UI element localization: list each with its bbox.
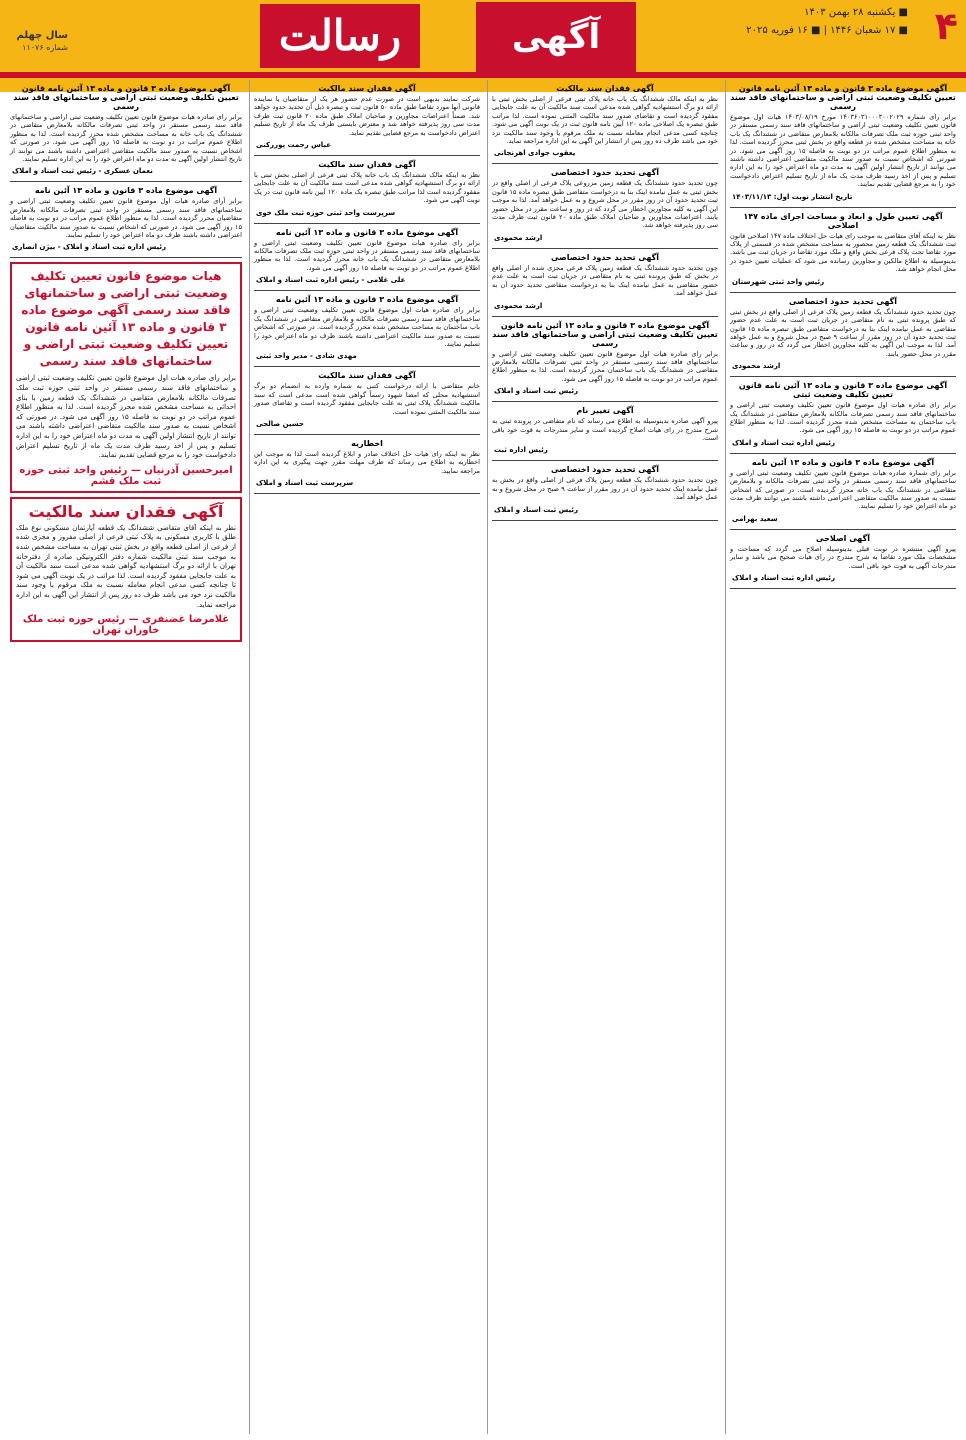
ad-title: آگهی موضوع ماده ۳ قانون و ماده ۱۳ آئین نامه [275, 227, 459, 237]
featured-ad-2-sign: غلامرضا غضنفری — رئیس حوزه ثبت ملک خاوران تهران [22, 614, 230, 637]
date-box [658, 4, 908, 40]
ad-title: آگهی فقدان سند مالکیت [318, 160, 416, 170]
ad-title: آگهی موضوع ماده ۳ قانون و ماده ۱۳ آئین نامه [275, 295, 459, 305]
ad-divider [730, 588, 956, 589]
ad-divider [730, 292, 956, 293]
ad-divider [730, 453, 956, 454]
ad-title: آگهی موضوع ماده ۳ قانون و ماده ۱۳ آئین نامه قانون تعیین تکلیف وضعیت ثبتی اراضی و ساختمانهای فاقد سند رسمی [13, 84, 239, 111]
issue-label: شماره ۱۱۰۷۶ [22, 43, 68, 52]
ad-divider [492, 316, 718, 317]
ad-body: برابر رای شماره صادره هیات موضوع قانون تعیین تکلیف وضعیت ثبتی اراضی و ساختمانهای فاقد سند رسمی مستقر در واحد ثبتی تصرفات مالکانه و بلامعارض متقاضی در ششدانگ یک باب خانه محرز گردیده است. در صورتی که اشخاص نسبت به صدور سند مالکیت متقاضی اعتراضی داشته باشند می توانند ظرف مدت دو ماه اعتراض خود را تسلیم نمایند. [730, 468, 956, 511]
column-1 [725, 80, 960, 1434]
ad-body: پیرو آگهی منتشره در نوبت قبلی بدینوسیله اصلاح می گردد که مساحت و مشخصات ملک مورد تقاضا به شرح مندرج در رای هیات صحیح می باشد و سایر مندرجات آگهی به قوت خود باقی است. [730, 544, 956, 570]
ad-signature: سرپرست واحد ثبتی حوزه ثبت ملک خوی [256, 208, 396, 217]
ad-body: نظر به اینکه آقای متقاضی به موجب رای هیات حل اختلاف ماده ۱۴۷ اصلاحی قانون ثبت ششدانگ یک قطعه زمین محصور به مساحت مشخص شده در قسمتی از پلاک مورد تقاضا تحت پلاک فرعی بخش واقع و ملک مورد تقاضا در جریان ثبت می باشد. بدینوسیله به اطلاع مالکین و مجاورین رسانده می شود که عملیات تعیین حدود در محل انجام خواهد شد. [730, 231, 957, 274]
ad-title: آگهی تحدید حدود اختصاصی [550, 252, 660, 262]
ad-body: برابر رای صادره هیات اول موضوع قانون تعیین تکلیف وضعیت ثبتی اراضی و ساختمانهای فاقد سند رسمی تصرفات مالکانه و بلامعارض متقاضی در ششدانگ یک باب ساختمان به مساحت مشخص شده محرز گردیده است. در صورتی که اشخاص نسبت به صدور سند مالکیت اعتراضی داشته باشند ظرف دو ماه اعتراض خود را تسلیم نمایند. [254, 306, 480, 348]
ad-divider [730, 207, 956, 208]
ad-signature: یعقوب جوادی اهرنجانی [494, 149, 576, 158]
ad-body: برابر رای صادره هیات اول موضوع قانون تعیین تکلیف وضعیت ثبتی اراضی و ساختمانهای فاقد سند رسمی مستقر در واحد ثبتی تصرفات مالکانه بلامعارض متقاضی در ششدانگ یک باب ساختمان محرز گردیده است. لذا به منظور اطلاع عموم مراتب در دو نوبت به فاصله ۱۵ روز آگهی می شود. [492, 349, 718, 383]
ad-signature: نعمان عسکری - رئیس ثبت اسناد و املاک [12, 167, 153, 176]
ad-title: آگهی موضوع ماده ۳ قانون و ماده ۱۳ آئین نامه [751, 457, 935, 467]
ad-signature: رئیس ثبت اسناد و املاک [494, 387, 578, 396]
ad-divider [254, 155, 480, 156]
ad-title: آگهی موضوع ماده ۳ قانون و ماده ۱۳ آئین نامه [34, 186, 218, 196]
ad-signature: رئیس اداره ثبت اسناد و املاک - بیژن انصاری [12, 243, 167, 252]
ad-divider [254, 290, 480, 291]
ad-body: پیرو آگهی صادره بدینوسیله به اطلاع می رساند که نام متقاضی در پرونده ثبتی به شرح مندرج در رای هیات اصلاح گردیده است و سایر مندرجات به قوت خود باقی است. [492, 417, 718, 442]
ad-divider [730, 529, 956, 530]
ad-body: چون تحدید حدود ششدانگ یک قطعه زمین پلاک فرعی از اصلی واقع در بخش به عمل نیامده اینک تحدید حدود آن در روز مقرر از ساعت ۹ صبح در محل شروع و به عمل خواهد آمد. [492, 476, 718, 502]
ad-divider [730, 376, 956, 377]
year-label: سال چهلم [16, 30, 68, 41]
ad-title: آگهی اصلاحی [816, 533, 870, 543]
ad-title: آگهی تحدید حدود اختصاصی [550, 168, 660, 178]
ad-signature: عباس رحمت پوررکنی [256, 141, 332, 150]
ad-signature: رئیس ثبت اسناد و املاک [494, 505, 578, 514]
column-4 [6, 80, 246, 1434]
date-line-2: ■ ۱۷ شعبان ۱۴۴۶ | ■ ۱۶ فوریه ۲۰۲۵ [746, 25, 908, 36]
ad-body: برابر رای صادره هیات موضوع قانون تعیین تکلیف وضعیت ثبتی اراضی و ساختمانهای فاقد سند رسمی مستقر در واحد ثبتی حوزه ثبت ملک تصرفات مالکانه بلامعارض متقاضی در ششدانگ یک باب خانه محرز گردیده است. لذا به منظور اطلاع عموم مراتب در دو نوبت به فاصله ۱۵ روز آگهی می شود. [254, 238, 480, 272]
ad-signature: مهدی شادی - مدیر واحد ثبتی [256, 352, 357, 361]
ad-body: برابر رای صادره هیات اول موضوع قانون تعیین تکلیف وضعیت ثبتی اراضی و ساختمانهای فاقد سند رسمی تصرفات مالکانه بلامعارض متقاضی در ششدانگ یک باب ساختمان به مساحت مشخص شده محرز گردیده است. لذا به منظور اطلاع عموم مراتب در دو نوبت به فاصله ۱۵ روز آگهی می شود. [730, 401, 956, 435]
featured-ad-2-body: نظر به اینکه آقای متقاضی ششدانگ یک قطعه آپارتمان مسکونی نوع ملک طلق با کاربری مسکونی به پلاک ثبتی فرعی از اصلی مفروز و مجزی شده از فرعی از اصلی قطعه واقع در بخش ثبتی تهران به مساحت مشخص شده به موجب سند ثبتی مالکیت شماره دفتر الکترونیکی صادره از دفترخانه تهران با ارائه دو برگ استشهادیه گواهی شده مدعی است سند مالکیت آن به علت جابجایی مفقود گردیده است. لذا مراتب در یک نوبت آگهی می شود تا چنانچه کسی مدعی انجام معامله نسبت به ملک مرقوم یا وجود سند مالکیت نزد خود می باشد ظرف ده روز پس از انتشار این آگهی به این اداره مراجعه نماید. [16, 523, 236, 609]
ad-body: برابر رای صادره هیات موضوع قانون تعیین تکلیف وضعیت ثبتی اراضی و ساختمانهای فاقد سند رسمی مستقر در واحد ثبتی تصرفات مالکانه بلامعارض متقاضی در ششدانگ یک باب خانه به مساحت مشخص شده محرز گردیده است. لذا به منظور اطلاع عموم مراتب در دو نوبت به فاصله ۱۵ روز آگهی می شود. در صورتی که اشخاص نسبت به صدور سند مالکیت متقاضی اعتراضی داشته باشند می توانند از تاریخ انتشار اولین آگهی به مدت دو ماه اعتراض خود را به این اداره تسلیم نمایند. [10, 113, 242, 164]
ad-divider [492, 401, 718, 402]
ad-divider [10, 257, 242, 258]
ad-body: نظر به اینکه رای هیات حل اختلاف صادر و ابلاغ گردیده است لذا به موجب این اخطاریه به اطلاع می رساند که ظرف مهلت مقرر جهت پیگیری به این اداره مراجعه نمایید. [254, 449, 480, 475]
ad-body: برابر آرای صادره هیات اول موضوع قانون تعیین تکلیف وضعیت ثبتی اراضی و ساختمانهای فاقد سند رسمی مستقر در واحد ثبتی تصرفات مالکانه بلامعارض متقاضیان محرز گردیده است. لذا به منظور اطلاع عموم مراتب در دو نوبت به فاصله ۱۵ روز آگهی می شود. در صورتی که اشخاص نسبت به صدور سند مالکیت متقاضیان اعتراضی داشته باشند ظرف دو ماه اعتراض خود را تسلیم نمایند. [10, 197, 242, 240]
ad-divider [254, 223, 480, 224]
header-divider [0, 72, 966, 78]
ad-body: چون تحدید حدود ششدانگ یک قطعه زمین مزروعی پلاک فرعی از اصلی واقع در بخش ثبتی به عمل نیامده اینک بنا به درخواست متقاضی طبق تبصره ماده ۱۵ قانون ثبت تحدید حدود آن در روز مقرر در محل شروع و به عمل خواهد آمد. لذا به موجب این آگهی به کلیه مجاورین اخطار می گردد که در روز و ساعت مقرر در محل حضور یابند. اعتراضات مجاورین و صاحبان املاک طبق ماده ۲۰ قانون ثبت ظرف مدت سی روز پذیرفته خواهد شد. [492, 179, 718, 230]
newspaper-logo: رسالت [260, 4, 420, 68]
featured-ad-2 [10, 497, 242, 642]
ad-divider [10, 181, 242, 182]
featured-ad-1-sign: امیرحسین آذرنیان — رئیس واحد ثبتی حوزه ثبت ملک قشم [19, 464, 233, 487]
ad-title: آگهی فقدان سند مالکیت [318, 84, 416, 93]
ads-columns [6, 80, 960, 1434]
page-header [0, 0, 966, 92]
ad-body: خانم متقاضی با ارائه درخواست کتبی به شماره وارده به انضمام دو برگ استشهادیه محلی که امضا شهود رسماً گواهی شده است مدعی است که سند مالکیت ششدانگ پلاک ثبتی به علت جابجایی مفقود گردیده است و تقاضای صدور سند مالکیت المثنی نموده است. [254, 382, 480, 416]
ad-title: آگهی موضوع ماده ۳ قانون و ماده ۱۳ آئین نامه قانون تعیین تکلیف وضعیت ثبتی اراضی و ساختمانهای فاقد سند رسمی [730, 84, 956, 111]
page-number: ۴ [934, 4, 958, 48]
ad-divider [254, 434, 480, 435]
ad-signature: رئیس اداره ثبت اسناد و املاک [732, 574, 835, 582]
featured-ad-1 [10, 262, 242, 492]
ad-signature: رئیس اداره ثبت اسناد و املاک [732, 438, 835, 447]
ad-divider [492, 248, 718, 249]
ad-signature: سرپرست ثبت اسناد و املاک [256, 479, 354, 488]
ad-body: چون تحدید حدود ششدانگ یک قطعه زمین پلاک فرعی از اصلی واقع در بخش ثبتی که طبق پرونده ثبتی به نام متقاضی در جریان ثبت است به علت عدم حضور متقاضی به عمل نیامده اینک بنا به درخواست متقاضی طبق تبصره ماده ۱۵ قانون ثبت تحدید حدود آن در روز مقرر از ساعت ۹ صبح در محل شروع و به عمل خواهد آمد. لذا به موجب این آگهی به کلیه مجاورین اخطار می گردد که در روز و ساعت مقرر در محل حضور یابند. [730, 307, 957, 358]
featured-ad-1-title: هیات موضوع قانون تعیین تکلیف وضعیت ثبتی اراضی و ساختمانهای فاقد سند رسمی آگهی موضوع ماده ۳ قانون و ماده ۱۳ آئین نامه قانون تعیین تکلیف وضعیت ثبتی اراضی و ساختمانهای فاقد سند رسمی [21, 269, 231, 369]
ad-signature: حسین صالحی [256, 419, 304, 428]
ad-body: نظر به اینکه مالک ششدانگ یک باب خانه پلاک ثبتی فرعی از اصلی بخش ثبتی با ارائه دو برگ استشهادیه گواهی شده مدعی است سند مالکیت آن به علت جابجایی مفقود گردیده است و تقاضای صدور سند مالکیت المثنی نموده است. لذا مراتب طبق تبصره یک اصلاحی ماده ۱۲۰ آیین نامه قانون ثبت در یک نوبت آگهی می شود. چنانچه کسی مدعی انجام معامله نسبت به ملک مرقوم یا وجود سند مالکیت نزد خود می باشد ظرف ده روز پس از انتشار این آگهی به این اداره مراجعه نماید. [492, 95, 718, 146]
ad-signature: ارشد محمودی [494, 233, 543, 242]
ad-signature: تاریخ انتشار نوبت اول: ۱۴۰۳/۱۱/۱۳ [732, 192, 853, 201]
ad-divider [254, 366, 480, 367]
ad-signature: سعید بهرامی [732, 514, 778, 523]
ad-title: آگهی تغییر نام [576, 406, 634, 416]
ad-title: آگهی فقدان سند مالکیت [556, 84, 654, 93]
ad-divider [254, 493, 480, 494]
ad-divider [492, 520, 718, 521]
featured-ad-2-title: آگهی فقدان سند مالکیت [28, 501, 224, 521]
ad-signature: علی غلامی - رئیس اداره ثبت اسناد و املاک [256, 276, 406, 285]
column-4-ads [6, 84, 246, 258]
ad-title: آگهی تحدید حدود اختصاصی [788, 296, 898, 306]
ad-title: آگهی تحدید حدود اختصاصی [550, 465, 660, 475]
column-3 [249, 80, 484, 1434]
ad-body: نظر به اینکه مالک ششدانگ یک باب خانه پلاک ثبتی فرعی از اصلی بخش ثبتی با ارائه دو برگ استشهادیه گواهی شده مدعی است سند مالکیت آن به علت جابجایی مفقود گردیده است لذا مراتب طبق تبصره یک ماده ۱۲۰ آیین نامه قانون ثبت در یک نوبت آگهی می شود. [254, 171, 480, 205]
ad-divider [492, 460, 718, 461]
ad-body: چون تحدید حدود ششدانگ یک قطعه زمین پلاک فرعی مجزی شده از اصلی واقع در بخش که طبق پرونده ثبتی به نام متقاضی در جریان ثبت است به علت عدم حضور متقاضی به عمل نیامده اینک بنا به درخواست متقاضی تحدید حدود آن به عمل خواهد آمد. [492, 263, 718, 298]
date-line-1: ■ یکشنبه ۲۸ بهمن ۱۴۰۳ [804, 7, 908, 18]
ad-title: آگهی موضوع ماده ۳ قانون و ماده ۱۳ آئین نامه قانون تعیین تکلیف وضعیت ثبتی اراضی و ساختمانهای فاقد سند رسمی [492, 320, 718, 348]
ad-divider [492, 163, 718, 164]
ad-signature: ارشد محمودی [732, 362, 781, 371]
ad-title: آگهی تعیین طول و ابعاد و مساحت اجرای ماده ۱۴۷ اصلاحی [743, 211, 943, 230]
ad-title: اخطاریه [351, 438, 383, 448]
ad-signature: ارشد محمودی [494, 301, 543, 310]
ad-title: آگهی فقدان سند مالکیت [318, 371, 416, 381]
ad-title: آگهی موضوع ماده ۳ قانون و ماده ۱۳ آئین نامه قانون تعیین تکلیف وضعیت ثبتی [738, 381, 948, 400]
ad-body: شرکت نمایند بدیهی است در صورت عدم حضور هر یک از متقاضیان یا نماینده قانونی آنها مورد تقاضا طبق ماده ۵۰ قانون ثبت و تبصره ذیل آن تحدید حدود خواهد شد. ضمناً اعتراضات مجاورین و صاحبان املاک طبق ماده ۲۰ قانون ثبت ظرف مدت سی روز پذیرفته خواهد شد و معترض بایستی ظرف یک ماه از تاریخ تسلیم اعتراض دادخواست به مرجع قضایی تقدیم نماید. [254, 95, 480, 137]
featured-ad-1-body: برابر رای صادره هیات اول موضوع قانون تعیین تکلیف وضعیت ثبتی اراضی و ساختمانهای فاقد سند رسمی مستقر در واحد ثبتی حوزه ثبت ملک تصرفات مالکانه بلامعارض متقاضی در ششدانگ یک قطعه زمین با بنای احداثی به مساحت مشخص شده محرز گردیده است. لذا به منظور اطلاع عموم مراتب در دو نوبت به فاصله ۱۵ روز آگهی می شود. در صورتی که اشخاص نسبت به صدور سند مالکیت متقاضی اعتراضی داشته باشند می توانند از تاریخ انتشار اولین آگهی به مدت دو ماه اعتراض خود را به این اداره تسلیم و پس از اخذ رسید ظرف مدت یک ماه از تاریخ تسلیم اعتراض دادخواست خود را به مرجع قضایی تقدیم نمایند. [16, 374, 236, 460]
ad-signature: رئیس واحد ثبتی شهرستان [732, 277, 825, 286]
ad-signature: رئیس اداره ثبت [494, 446, 548, 455]
column-2 [487, 80, 722, 1434]
issue-info [8, 30, 68, 54]
section-title: آگهی [476, 2, 636, 72]
ad-body: برابر رای شماره ۱۴۰۳۶۰۳۱۰۰۰۳۰۰۲۰۲۹ مورخ ۱۴۰۳/۰۸/۱۹ هیات اول موضوع قانون تعیین تکلیف وضعیت ثبتی اراضی و ساختمانهای فاقد سند رسمی مستقر در واحد ثبتی حوزه ثبت ملک تصرفات مالکانه بلامعارض متقاضی در ششدانگ یک باب خانه به مساحت مشخص شده در قطعه واقع در بخش ثبتی محرز گردیده است. لذا به منظور اطلاع عموم مراتب در دو نوبت به فاصله ۱۵ روز آگهی می شود. در صورتی که اشخاص نسبت به صدور سند مالکیت متقاضی اعتراضی داشته باشند می توانند از تاریخ انتشار اولین آگهی به مدت دو ماه اعتراض خود را به این اداره تسلیم و پس از اخذ رسید ظرف مدت یک ماه از تاریخ تسلیم اعتراض دادخواست خود را به مرجع قضایی تقدیم نمایند. [730, 113, 956, 189]
